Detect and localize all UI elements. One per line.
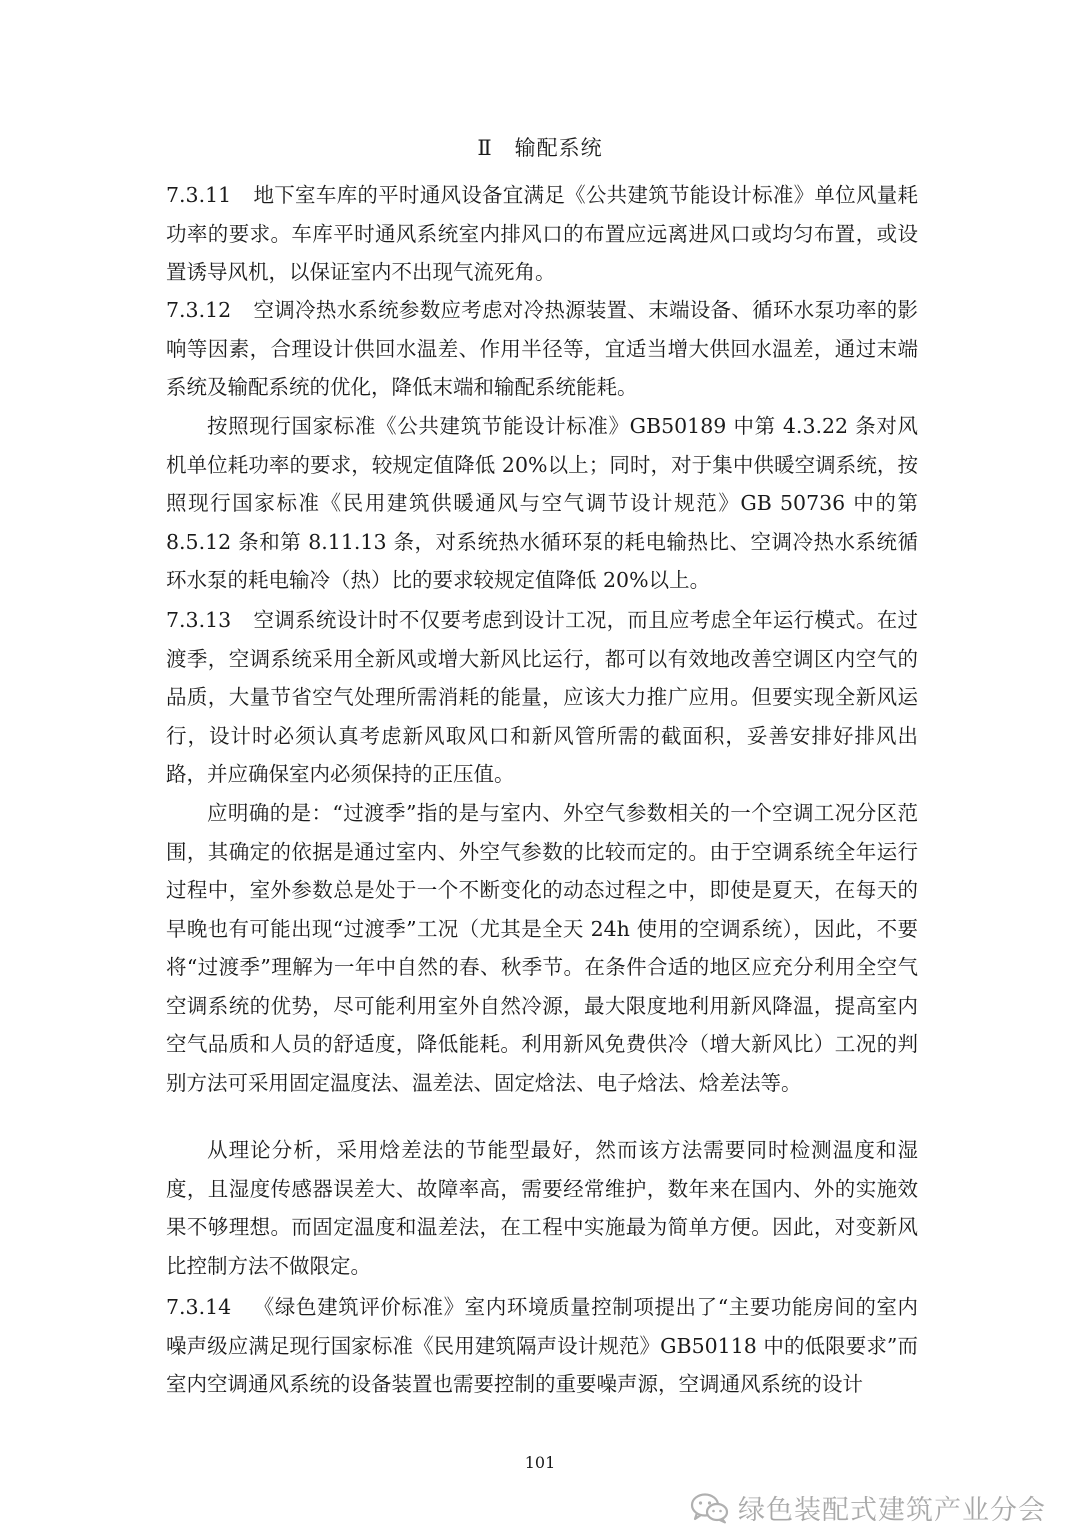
clause-number: 7.3.13 <box>166 608 232 632</box>
watermark-text: 绿色装配式建筑产业分会 <box>738 1495 1046 1526</box>
clause-number: 7.3.11 <box>166 183 232 207</box>
body-paragraph <box>166 1131 918 1285</box>
body-paragraph <box>166 407 918 600</box>
clause-number: 7.3.14 <box>166 1295 232 1319</box>
watermark <box>690 1488 1046 1527</box>
clause-paragraph <box>166 601 918 794</box>
section-title-text: 输配系统 <box>514 136 603 160</box>
body-paragraph <box>166 794 918 1102</box>
section-number: Ⅱ <box>477 136 493 160</box>
paragraph-text: 地下室车库的平时通风设备宜满足《公共建筑节能设计标准》单位风量耗功率的要求。车库平时通风系统室内排风口的布置应远离进风口或均匀布置，或设置诱导风机，以保证室内不出现气流死角。 <box>166 183 918 284</box>
clause-paragraph <box>166 1288 918 1404</box>
paragraph-text: 按照现行国家标准《公共建筑节能设计标准》GB50189 中第 4.3.22 条对风机单位耗功率的要求，较规定值降低 20%以上；同时，对于集中供暖空调系统，按照现行国家标准《民用建筑供暖通风与空气调节设计规范》GB 50736 中的第 8.5.12 条和第 8.11.13 条，对系统热水循环泵的耗电输热比、空调冷热水系统循环水泵的耗电输冷（热）比的要求较规定值降低 20%以上。 <box>166 414 918 592</box>
paragraph-text: 空调系统设计时不仅要考虑到设计工况，而且应考虑全年运行模式。在过渡季，空调系统采用全新风或增大新风比运行，都可以有效地改善空调区内空气的品质，大量节省空气处理所需消耗的能量，应该大力推广应用。但要实现全新风运行，设计时必须认真考虑新风取风口和新风管所需的截面积，妥善安排好排风出路，并应确保室内必须保持的正压值。 <box>166 608 918 786</box>
wechat-icon <box>690 1492 730 1524</box>
clause-number: 7.3.12 <box>166 298 232 322</box>
section-heading <box>0 132 1080 162</box>
page-number: 101 <box>524 1453 556 1472</box>
paragraph-text: 空调冷热水系统参数应考虑对冷热源装置、末端设备、循环水泵功率的影响等因素，合理设计供回水温差、作用半径等，宜适当增大供回水温差，通过末端系统及输配系统的优化，降低末端和输配系统能耗。 <box>166 298 918 399</box>
clause-paragraph <box>166 176 918 292</box>
clause-paragraph <box>166 291 918 407</box>
paragraph-text: 《绿色建筑评价标准》室内环境质量控制项提出了“主要功能房间的室内噪声级应满足现行国家标准《民用建筑隔声设计规范》GB50118 中的低限要求”而室内空调通风系统的设备装置也需要控制的重要噪声源，空调通风系统的设计 <box>166 1295 918 1396</box>
paragraph-text: 从理论分析，采用焓差法的节能型最好，然而该方法需要同时检测温度和湿度，且湿度传感器误差大、故障率高，需要经常维护，数年来在国内、外的实施效果不够理想。而固定温度和温差法，在工程中实施最为简单方便。因此，对变新风比控制方法不做限定。 <box>166 1138 918 1278</box>
paragraph-text: 应明确的是：“过渡季”指的是与室内、外空气参数相关的一个空调工况分区范围，其确定的依据是通过室内、外空气参数的比较而定的。由于空调系统全年运行过程中，室外参数总是处于一个不断变化的动态过程之中，即使是夏天，在每天的早晚也有可能出现“过渡季”工况（尤其是全天 24h 使用的空调系统），因此，不要将“过渡季”理解为一年中自然的春、秋季节。在条件合适的地区应充分利用全空气空调系统的优势，尽可能利用室外自然冷源，最大限度地利用新风降温，提高室内空气品质和人员的舒适度，降低能耗。利用新风免费供冷（增大新风比）工况的判别方法可采用固定温度法、温差法、固定焓法、电子焓法、焓差法等。 <box>166 801 918 1095</box>
